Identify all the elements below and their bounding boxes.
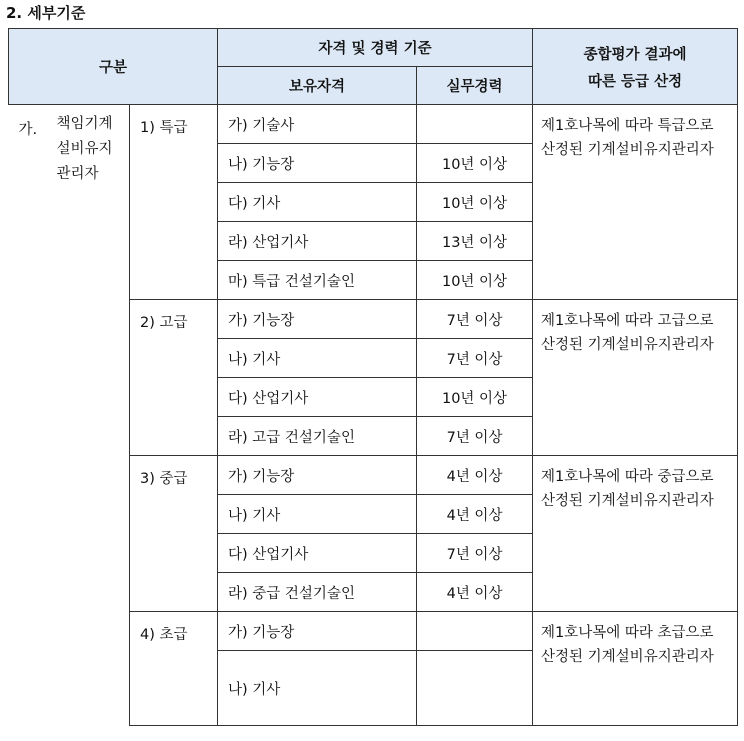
experience-cell: 10년 이상 <box>417 183 533 222</box>
header-category: 구분 <box>9 29 218 105</box>
qualification-cell: 다) 산업기사 <box>218 378 417 417</box>
result-line1: 제1호나목에 따라 초급으로 <box>541 625 714 641</box>
qualification-cell: 가) 기능장 <box>218 300 417 339</box>
result-line1: 제1호나목에 따라 중급으로 <box>541 469 714 485</box>
section-title: 2. 세부기준 <box>6 4 86 22</box>
experience-cell: 13년 이상 <box>417 222 533 261</box>
qualification-cell: 가) 기능장 <box>218 612 417 651</box>
category-title-line3: 관리자 <box>56 166 99 182</box>
experience-cell: 4년 이상 <box>417 495 533 534</box>
result-cell <box>533 456 738 612</box>
result-line2: 산정된 기계설비유지관리자 <box>541 493 714 509</box>
grade-label: 1) 특급 <box>130 105 218 300</box>
result-line1: 제1호나목에 따라 고급으로 <box>541 313 714 329</box>
header-result <box>533 29 738 105</box>
qualification-cell: 라) 산업기사 <box>218 222 417 261</box>
criteria-table <box>8 28 738 726</box>
category-title <box>57 112 119 187</box>
experience-cell: 7년 이상 <box>417 534 533 573</box>
experience-cell: 7년 이상 <box>417 417 533 456</box>
experience-cell <box>417 612 533 651</box>
qualification-cell: 나) 기사 <box>218 495 417 534</box>
qualification-cell: 나) 기사 <box>218 339 417 378</box>
qualification-cell: 나) 기능장 <box>218 144 417 183</box>
grade-label: 4) 초급 <box>130 612 218 726</box>
qualification-cell: 가) 기술사 <box>218 105 417 144</box>
qualification-cell: 다) 기사 <box>218 183 417 222</box>
result-line2: 산정된 기계설비유지관리자 <box>541 337 714 353</box>
qualification-cell: 라) 중급 건설기술인 <box>218 573 417 612</box>
result-line1: 제1호나목에 따라 특급으로 <box>541 118 714 134</box>
experience-cell: 7년 이상 <box>417 300 533 339</box>
result-line2: 산정된 기계설비유지관리자 <box>541 142 714 158</box>
header-criteria: 자격 및 경력 기준 <box>218 29 533 67</box>
category-title-line2: 설비유지 <box>56 141 113 157</box>
header-qualification: 보유자격 <box>218 67 417 105</box>
qualification-cell: 가) 기능장 <box>218 456 417 495</box>
qualification-cell: 마) 특급 건설기술인 <box>218 261 417 300</box>
qualification-cell: 다) 산업기사 <box>218 534 417 573</box>
experience-cell <box>417 651 533 726</box>
grade-label: 2) 고급 <box>130 300 218 456</box>
qualification-cell: 라) 고급 건설기술인 <box>218 417 417 456</box>
experience-cell: 10년 이상 <box>417 144 533 183</box>
header-experience: 실무경력 <box>417 67 533 105</box>
experience-cell: 4년 이상 <box>417 456 533 495</box>
category-title-line1: 책임기계 <box>56 116 113 132</box>
experience-cell: 10년 이상 <box>417 261 533 300</box>
result-cell <box>533 300 738 456</box>
experience-cell: 4년 이상 <box>417 573 533 612</box>
experience-cell: 10년 이상 <box>417 378 533 417</box>
header-result-line1: 종합평가 결과에 <box>583 46 687 63</box>
category-cell <box>9 105 130 726</box>
qualification-cell: 나) 기사 <box>218 651 417 726</box>
grade-label: 3) 중급 <box>130 456 218 612</box>
experience-cell <box>417 105 533 144</box>
result-line2: 산정된 기계설비유지관리자 <box>541 649 714 665</box>
category-number: 가. <box>18 122 38 138</box>
result-cell <box>533 105 738 300</box>
header-result-line2: 따른 등급 산정 <box>587 73 683 90</box>
result-cell <box>533 612 738 726</box>
experience-cell: 7년 이상 <box>417 339 533 378</box>
